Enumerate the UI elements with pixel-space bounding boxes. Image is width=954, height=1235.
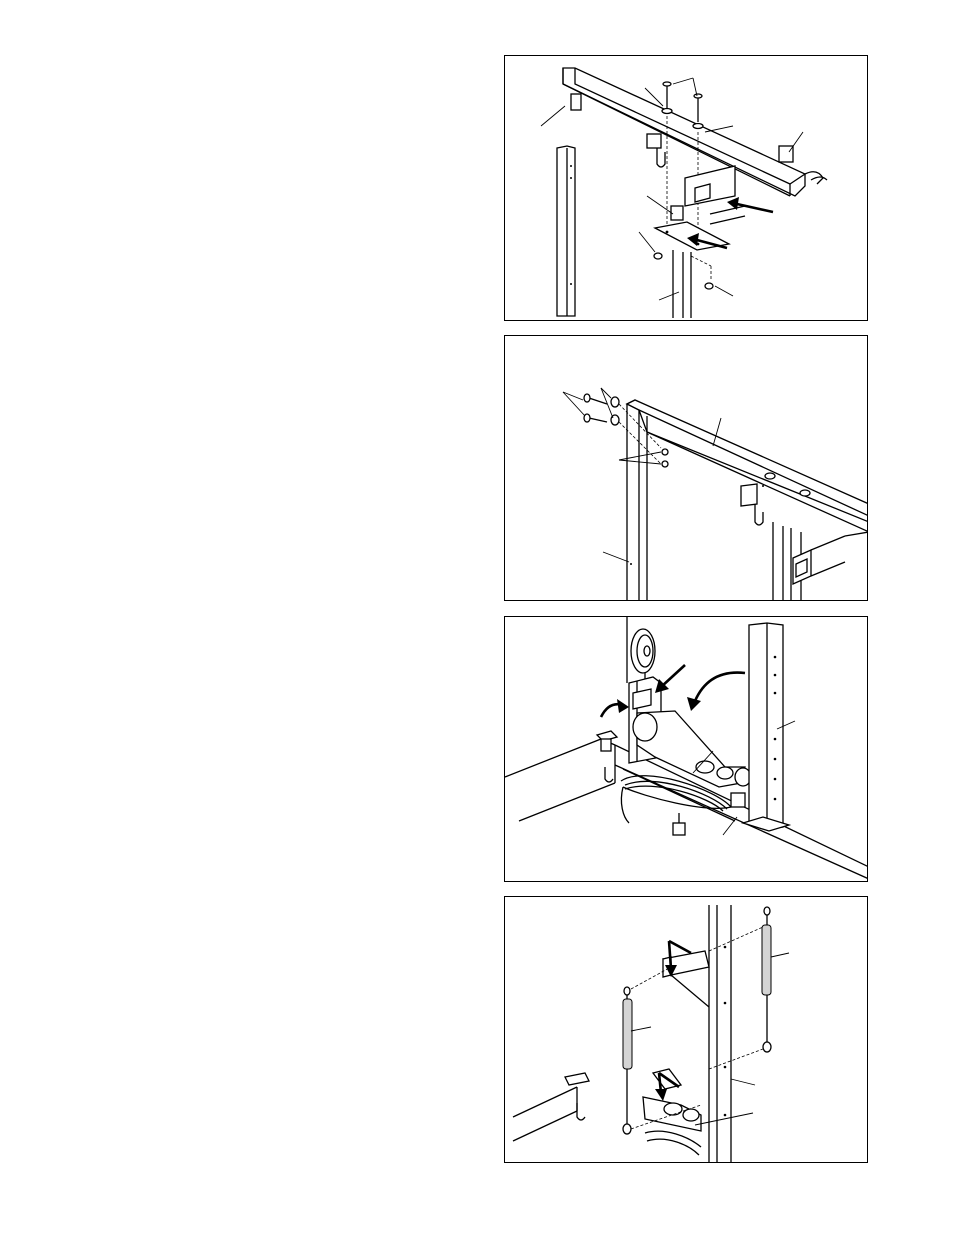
arrow-icon (687, 197, 773, 248)
figure-step-2-illustration (505, 336, 868, 601)
pulley-icon (631, 629, 655, 683)
shock-absorber-icon (762, 907, 771, 1052)
figure-step-2 (504, 335, 868, 601)
figure-step-3-illustration (505, 617, 868, 882)
figure-step-3 (504, 616, 868, 882)
bracket (647, 134, 665, 167)
curved-arrow-icon (601, 665, 745, 717)
left-upright (557, 146, 575, 316)
figure-step-4-illustration (505, 897, 868, 1163)
nut-icon (662, 449, 668, 467)
insert-icon (671, 206, 683, 220)
figure-step-1-illustration (505, 56, 868, 321)
right-frame (773, 522, 868, 601)
figure-step-1 (504, 55, 868, 321)
bolt-icon (584, 394, 619, 425)
figure-step-4 (504, 896, 868, 1163)
rear-tube (685, 166, 745, 224)
base-frame (513, 1073, 589, 1141)
shock-absorber-icon (623, 987, 632, 1134)
lower-upright (673, 250, 691, 318)
upright (709, 905, 731, 1163)
bracket (741, 484, 763, 525)
